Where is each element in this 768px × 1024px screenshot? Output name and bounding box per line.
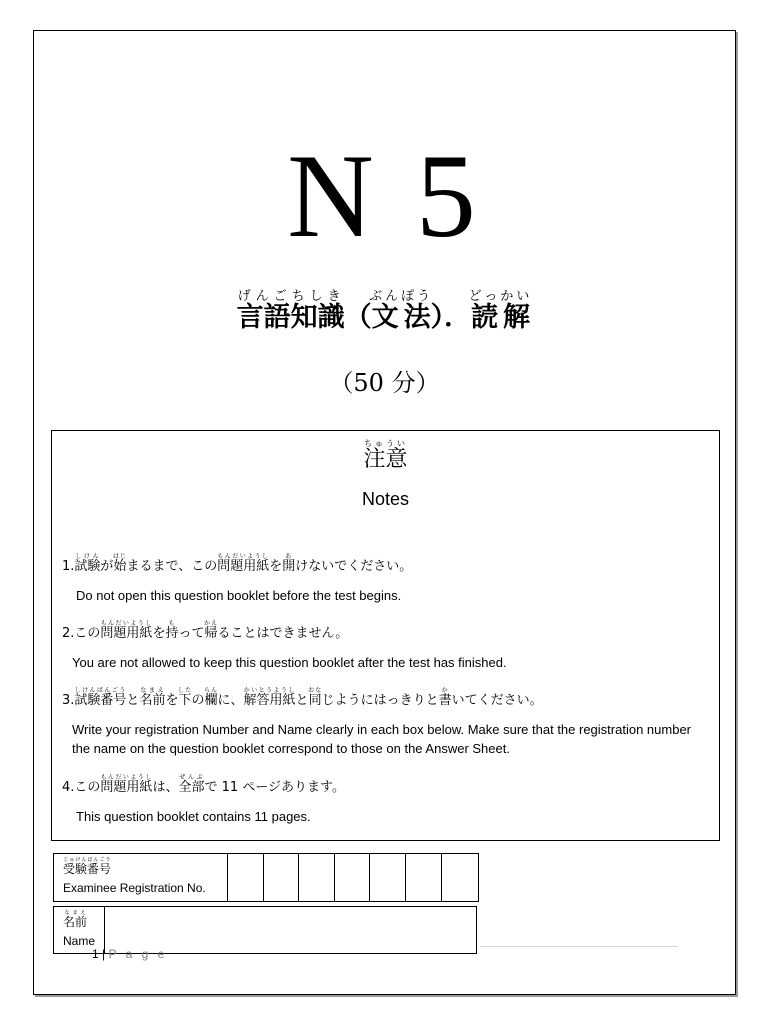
note-item-2 [62,620,712,672]
note-item-4 [62,774,712,826]
note-item-1 [62,553,712,605]
exam-level-title: N 5 [287,129,482,262]
footer-separator: | [102,947,106,961]
notes-title-jp: 注意ちゅうい [363,439,408,472]
note-2-jp: 2.この問題用紙もんだいようしを持もって帰かえることはできません。 [62,620,349,641]
footer-page-label: P a g e [108,947,168,961]
note-1-jp: 1.試験しけんが始はじまるまで、この問題用紙もんだいようしを開あけないでください。 [62,553,413,574]
exam-cover-page [33,30,736,995]
registration-label-jp: 受験番号じゅけんばんごう [63,857,112,876]
note-3-en: Write your registration Number and Name clearly in each box below. Make sure that the registration number the name on the question booklet correspond to those on the Answer Sheet. [72,722,691,756]
subject-part-bunpou: 文法ぶんぽう [369,289,434,333]
note-4-jp: 4.この問題用紙もんだいようしは、全部ぜんぶで 11 ページあります。 [62,774,345,795]
name-label-jp: 名前なまえ [63,910,88,929]
note-3-jp: 3.試験番号しけんばんごうと名前なまえを下したの欄らんに、解答用紙かいとうようしと同おなじようにはっきりと書かいてください。 [62,687,543,708]
footer-page-number: 1 [92,947,99,961]
registration-label-cell [54,854,228,901]
registration-label-en: Examinee Registration No. [63,881,206,895]
note-2-en: You are not allowed to keep this question booklet after the test has finished. [72,655,507,670]
registration-digit-box[interactable] [228,854,264,901]
registration-digit-box[interactable] [264,854,300,901]
registration-digit-box[interactable] [406,854,442,901]
registration-digit-box[interactable] [442,854,477,901]
subject-title: 言語知識げんごちしき（文法ぶんぽう）．読解どっかい [236,289,533,333]
name-label-en: Name [63,934,96,948]
note-4-en: This question booklet contains 11 pages. [76,809,311,824]
notes-box [51,430,720,841]
notes-title-en: Notes [361,489,410,509]
page-footer [92,947,167,961]
note-item-3 [62,687,712,758]
note-1-en: Do not open this question booklet before the test begins. [76,588,402,603]
registration-digit-box[interactable] [335,854,371,901]
test-duration: （50 分） [329,369,440,397]
registration-number-table [53,853,479,902]
subject-part-dokkai: 読解どっかい [468,289,533,333]
subject-part-gengo-chishiki: 言語知識げんごちしき [236,289,345,333]
registration-digit-box[interactable] [299,854,335,901]
footer-rule [480,946,678,947]
registration-digit-box[interactable] [370,854,406,901]
